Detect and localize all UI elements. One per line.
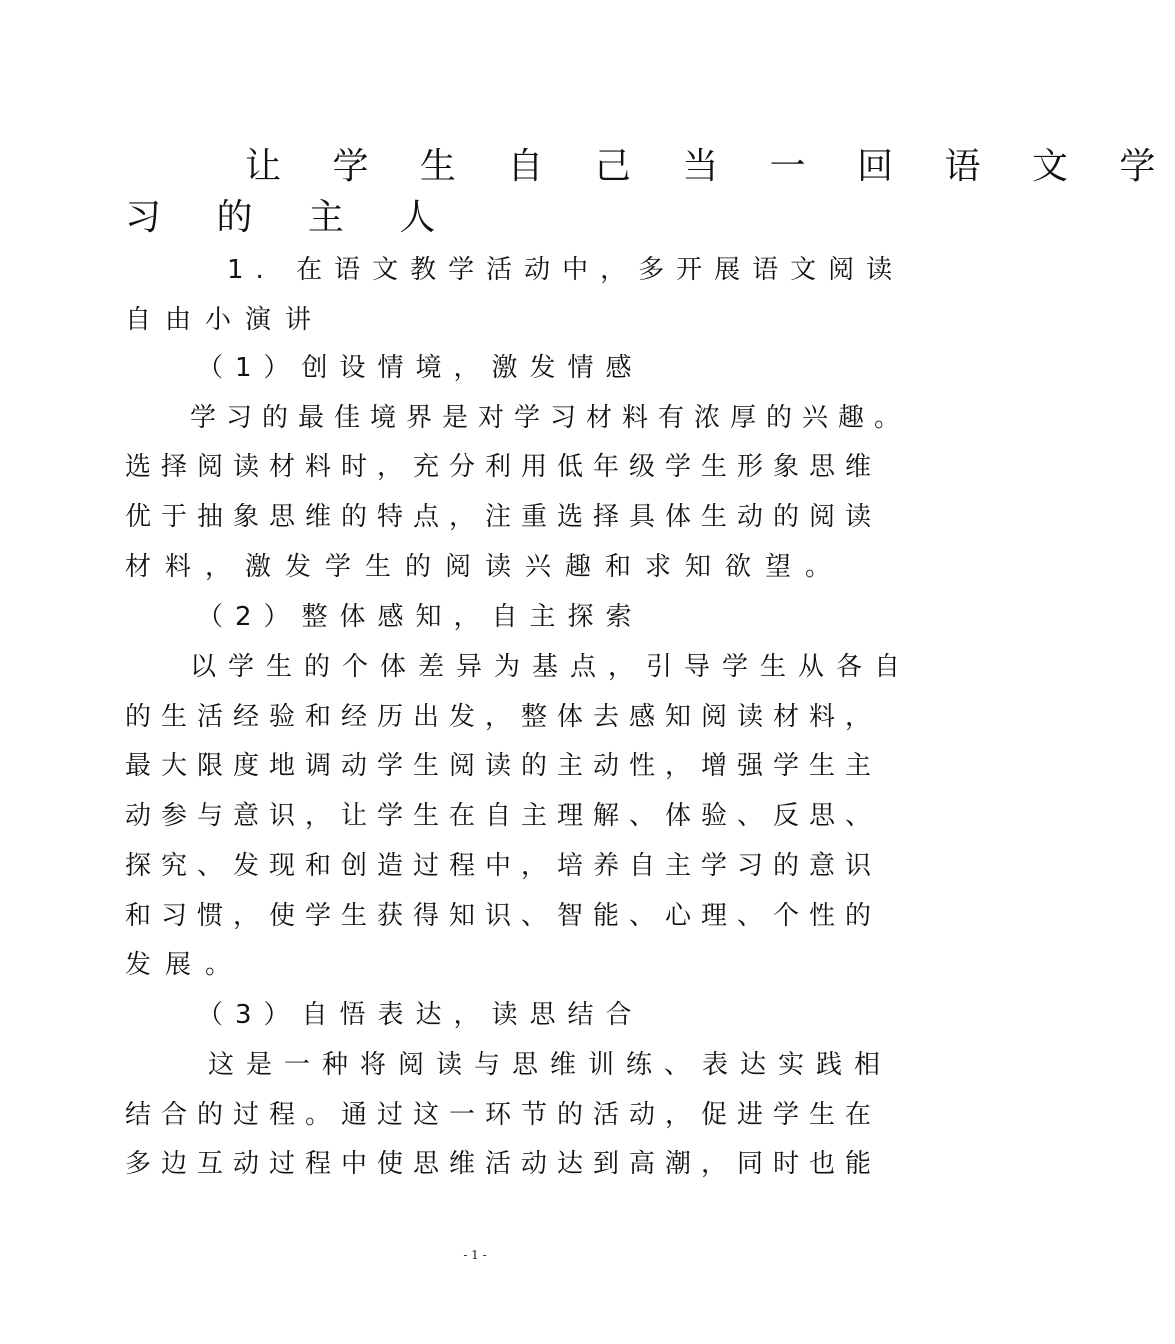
heading-1-cont: 自由小演讲 [125,305,326,335]
paragraph-line: 优于抽象思维的特点，注重选择具体生动的阅读 [125,502,882,532]
title-line-2: 习 的 主 人 [125,197,458,238]
paragraph-line: 和习惯，使学生获得知识、智能、心理、个性的 [125,901,882,931]
paragraph-line: 这是一种将阅读与思维训练、表达实践相 [208,1050,893,1080]
paragraph-line: 结合的过程。通过这一环节的活动，促进学生在 [125,1100,882,1130]
paragraph-line: 探究、发现和创造过程中，培养自主学习的意识 [125,851,882,881]
subheading-2: （2）整体感知，自主探索 [197,602,644,632]
page-number: - 1 - [463,1248,487,1262]
paragraph-line: 动参与意识，让学生在自主理解、体验、反思、 [125,801,882,831]
paragraph-line: 最大限度地调动学生阅读的主动性，增强学生主 [125,751,882,781]
paragraph-line: 材料，激发学生的阅读兴趣和求知欲望。 [125,552,846,582]
paragraph-line: 选择阅读材料时，充分利用低年级学生形象思维 [125,452,882,482]
heading-1: 1. 在语文教学活动中，多开展语文阅读 [227,255,905,285]
subheading-3: （3）自悟表达，读思结合 [197,1000,644,1030]
paragraph-line: 多边互动过程中使思维活动达到高潮，同时也能 [125,1149,882,1179]
paragraph-line: 以学生的个体差异为基点，引导学生从各自 [190,652,913,682]
title-line-1: 让 学 生 自 己 当 一 回 语 文 学 [245,146,1175,187]
paragraph-line: 的生活经验和经历出发，整体去感知阅读材料， [125,702,882,732]
paragraph-line: 发展。 [125,950,246,980]
subheading-1: （1）创设情境，激发情感 [197,353,644,383]
paragraph-line: 学习的最佳境界是对学习材料有浓厚的兴趣。 [190,403,911,433]
